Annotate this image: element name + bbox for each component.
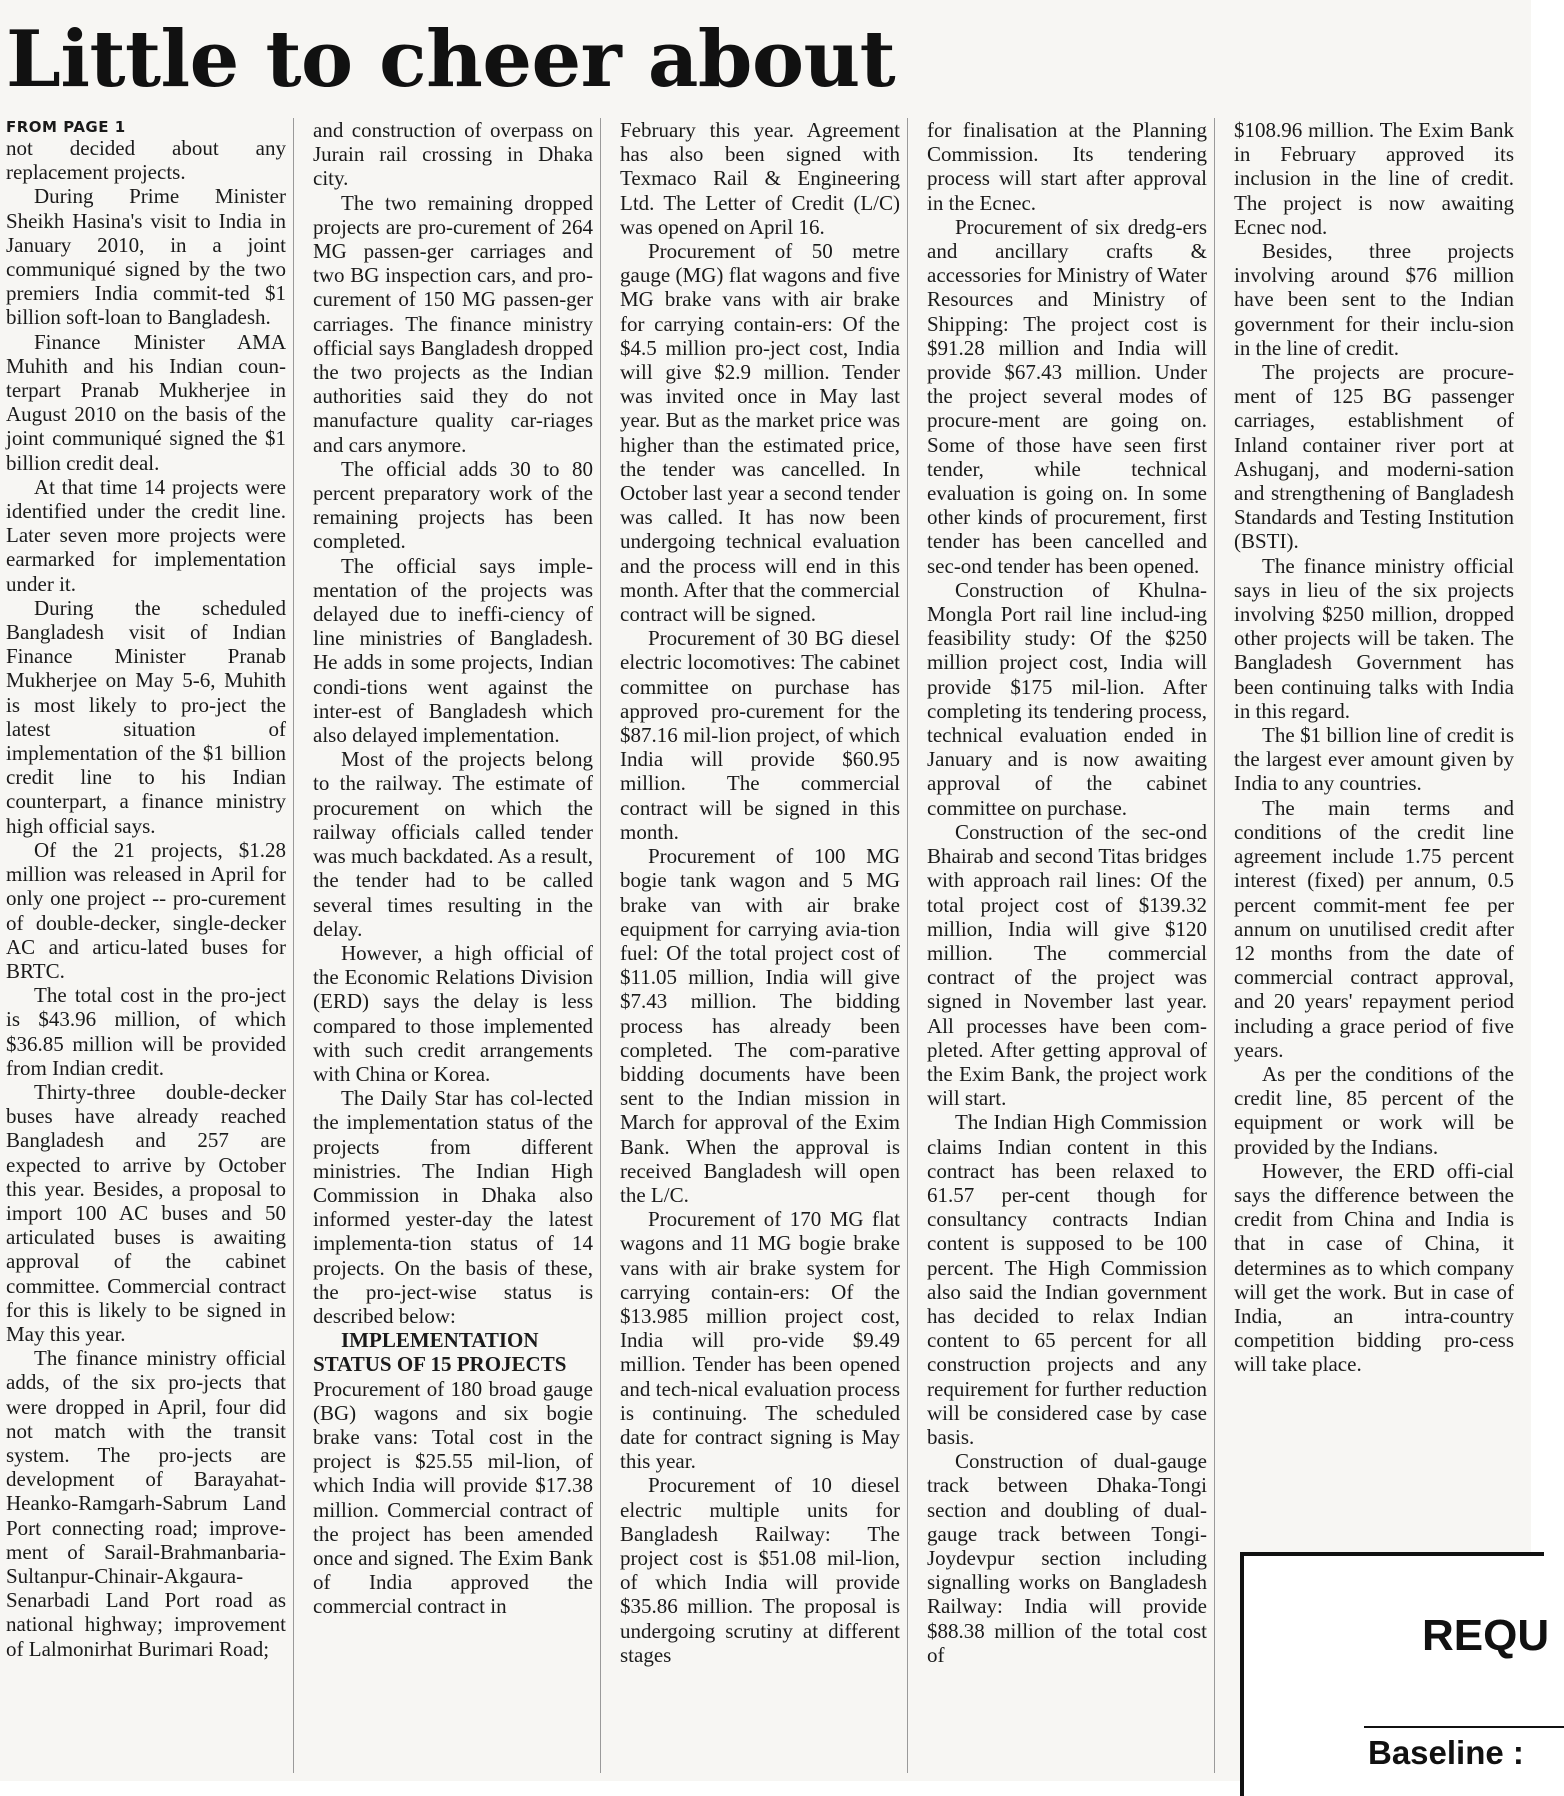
paragraph: During Prime Minister Sheikh Hasina's visit to India in January 2010, in a joint communiqué signed by the two premiers India commit-ted $1 billion soft-loan to Bangladesh. [6,184,286,330]
paragraph: Construction of Khulna-Mongla Port rail line includ-ing feasibility study: Of the $250 million project cost, India will provide $175 mil-lion. After completing its tendering process, technical evaluation ended in January and is now awaiting approval of the cabinet committee on purchase. [927,577,1207,820]
paragraph: The two remaining dropped projects are pro-curement of 264 MG passen-ger carriages and two BG inspection cars, and pro-curement of 150 MG passen-ger carriages. The finance ministry official says Bangladesh dropped the two projects as the Indian authorities said they do not manufacture quality car-riages and cars anymore. [313,190,593,457]
paragraph: The official adds 30 to 80 percent preparatory work of the remaining projects has been completed. [313,456,593,554]
ad-divider [1364,1726,1564,1728]
article-headline: Little to cheer about [6,14,896,105]
paragraph: Besides, three projects involving around $76 million have been sent to the Indian government for their inclu-sion in the line of credit. [1234,239,1514,360]
paragraph: and construction of overpass on Jurain rail crossing in Dhaka city. [313,118,593,191]
paragraph: for finalisation at the Planning Commission. Its tendering process will start after approval in the Ecnec. [927,118,1207,215]
paragraph: Thirty-three double-decker buses have already reached Bangladesh and 257 are expected to arrive by October this year. Besides, a proposal to import 100 AC buses and 50 articulated buses is awaiting approval of the cabinet committee. Commercial contract for this is likely to be signed in May this year. [6,1079,286,1346]
paragraph: Procurement of 100 MG bogie tank wagon and 5 MG brake van with air brake equipment for carrying avia-tion fuel: Of the total project cost of $11.05 million, India will give $7.43 million. The bidding process has already been completed. The com-parative bidding documents have been sent to the Indian mission in March for approval of the Exim Bank. When the approval is received Bangladesh will open the L/C. [620,844,900,1207]
paragraph: The Daily Star has col-lected the implementation status of the projects from different ministries. The Indian High Commission in Dhaka also informed yester-day the latest implementa-tion status of 14 projects. On the basis of these, the pro-ject-wise status is described below: [313,1086,593,1328]
paragraph: The $1 billion line of credit is the largest ever amount given by India to any countries. [1234,723,1514,796]
article-column-4 [927,118,1207,1773]
paragraph: Procurement of 10 diesel electric multiple units for Bangladesh Railway: The project cost is $51.08 mil-lion, of which India will provide $35.86 million. The proposal is undergoing scrutiny at different stages [620,1473,900,1667]
paragraph: The finance ministry official says in lieu of the six projects involving $250 million, dropped other projects will be taken. The Bangladesh Government has been continuing talks with India in this regard. [1234,553,1514,723]
paragraph: Procurement of six dredg-ers and ancillary crafts & accessories for Ministry of Water Resources and Ministry of Shipping: The project cost is $91.28 million and India will provide $67.43 million. Under the project several modes of procure-ment are going on. Some of those have seen first tender, while technical evaluation is going on. In some other kinds of procurement, first tender has been cancelled and sec-ond tender has been opened. [927,214,1207,578]
ad-heading: REQU [1422,1611,1550,1660]
article-column-2 [313,118,593,1773]
paragraph: Construction of dual-gauge track between Dhaka-Tongi section and doubling of dual-gauge track between Tongi-Joydevpur section including signalling works on Bangladesh Railway: India will provide $88.38 million of the total cost of [927,1449,1207,1667]
paragraph: Procurement of 30 BG diesel electric locomotives: The cabinet committee on purchase has approved pro-curement for the $87.16 mil-lion project, of which India will provide $60.95 million. The commercial contract will be signed in this month. [620,626,900,844]
section-subheading: IMPLEMENTATION STATUS OF 15 PROJECTS [313,1328,567,1377]
paragraph: At that time 14 projects were identified under the credit line. Later seven more projects were earmarked for implementation under it. [6,474,286,596]
paragraph: February this year. Agreement has also been signed with Texmaco Rail & Engineering Ltd. The Letter of Credit (L/C) was opened on April 16. [620,118,900,239]
paragraph: Procurement of 50 metre gauge (MG) flat wagons and five MG brake vans with air brake for carrying contain-ers: Of the $4.5 million pro-ject cost, India will give $2.9 million. Tender was invited once in May last year. But as the market price was higher than the estimated price, the tender was cancelled. In October last year a second tender was called. It has now been undergoing technical evaluation and the process will end in this month. After that the commercial contract will be signed. [620,239,900,627]
paragraph: The official says imple-mentation of the projects was delayed due to ineffi-ciency of line ministries of Bangladesh. He adds in some projects, Indian condi-tions went against the inter-est of Bangladesh which also delayed implementation. [313,553,593,748]
paragraph: Of the 21 projects, $1.28 million was released in April for only one project -- pro-curement of double-decker, single-decker AC and articu-lated buses for BRTC. [6,837,286,983]
paragraph: As per the conditions of the credit line, 85 percent of the equipment or work will be provided by the Indians. [1234,1061,1514,1159]
paragraph: However, a high official of the Economic Relations Division (ERD) says the delay is less compared to those implemented with such credit arrangements with China or Korea. [313,940,593,1086]
paragraph: Construction of the sec-ond Bhairab and second Titas bridges with approach rail lines: Of the total project cost of $139.32 million, India will give $120 million. The commercial contract of the project was signed in November last year. All processes have been com-pleted. After getting approval of the Exim Bank, the project work will start. [927,819,1207,1111]
paragraph: During the scheduled Bangladesh visit of Indian Finance Minister Pranab Mukherjee on May 5-6, Muhith is most likely to pro-ject the latest situation of implementation of the $1 billion credit line to his Indian counterpart, a finance ministry high official says. [6,595,286,838]
ad-baseline-label: Baseline : [1368,1734,1524,1771]
article-column-5 [1234,118,1514,1538]
article-column-3 [620,118,900,1773]
article-body [6,118,1518,1773]
paragraph: The main terms and conditions of the credit line agreement include 1.75 percent interest (fixed) per annum, 0.5 percent commit-ment fee per annum on unutilised credit after 12 months from the date of commercial contract approval, and 20 years' repayment period including a grace period of five years. [1234,795,1514,1062]
paragraph: Procurement of 170 MG flat wagons and 11 MG bogie brake vans with air brake system for carrying contain-ers: Of the $13.985 million project cost, India will pro-vide $9.49 million. Tender has been opened and tech-nical evaluation process is continuing. The scheduled date for contract signing is May this year. [620,1207,900,1474]
paragraph: The total cost in the pro-ject is $43.96 million, of which $36.85 million will be provided from Indian credit. [6,983,286,1080]
from-page-label: FROM PAGE 1 [6,118,126,136]
paragraph: Finance Minister AMA Muhith and his Indian coun-terpart Pranab Mukherjee in August 2010 on the basis of the joint communiqué signed the $1 billion credit deal. [6,329,286,475]
advertisement-box [1240,1552,1550,1796]
paragraph: The projects are procure-ment of 125 BG passenger carriages, establishment of Inland container river port at Ashuganj, and moderni-sation and strengthening of Bangladesh Standards and Testing Institution (BSTI). [1234,360,1514,554]
paragraph: Procurement of 180 broad gauge (BG) wagons and six bogie brake vans: Total cost in the project is $25.55 mil-lion, of which India will provide $17.38 million. Commercial contract of the project has been amended once and signed. The Exim Bank of India approved the commercial contract in [313,1376,593,1619]
paragraph: Most of the projects belong to the railway. The estimate of procurement on which the railway officials called tender was much backdated. As a result, the tender had to be called several times resulting in the delay. [313,747,593,941]
paragraph: not decided about any replacement projects. [6,136,286,185]
paragraph: The finance ministry official adds, of the six pro-jects that were dropped in April, four did not match with the transit system. The pro-jects are development of Barayahat-Heanko-Ramgarh-Sabrum Land Port connecting road; improve-ment of Sarail-Brahmanbaria-Sultanpur-Chinair-Akgaura-Senarbadi Land Port road as national highway; improvement of Lalmonirhat Burimari Road; [6,1346,286,1661]
article-column-1 [6,118,286,1773]
paragraph: However, the ERD offi-cial says the difference between the credit from China and India is that in case of China, it determines as to which company will get the work. But in case of India, an intra-country competition bidding pro-cess will take place. [1234,1158,1514,1377]
paragraph: $108.96 million. The Exim Bank in February approved its inclusion in the line of credit. The project is now awaiting Ecnec nod. [1234,118,1514,239]
paragraph: The Indian High Commission claims Indian content in this contract has been relaxed to 61.57 per-cent though for consultancy contracts Indian content is supposed to be 100 percent. The High Commission also said the Indian government has decided to relax Indian content to 65 percent for all construction projects and any requirement for further reduction will be considered case by case basis. [927,1110,1207,1449]
